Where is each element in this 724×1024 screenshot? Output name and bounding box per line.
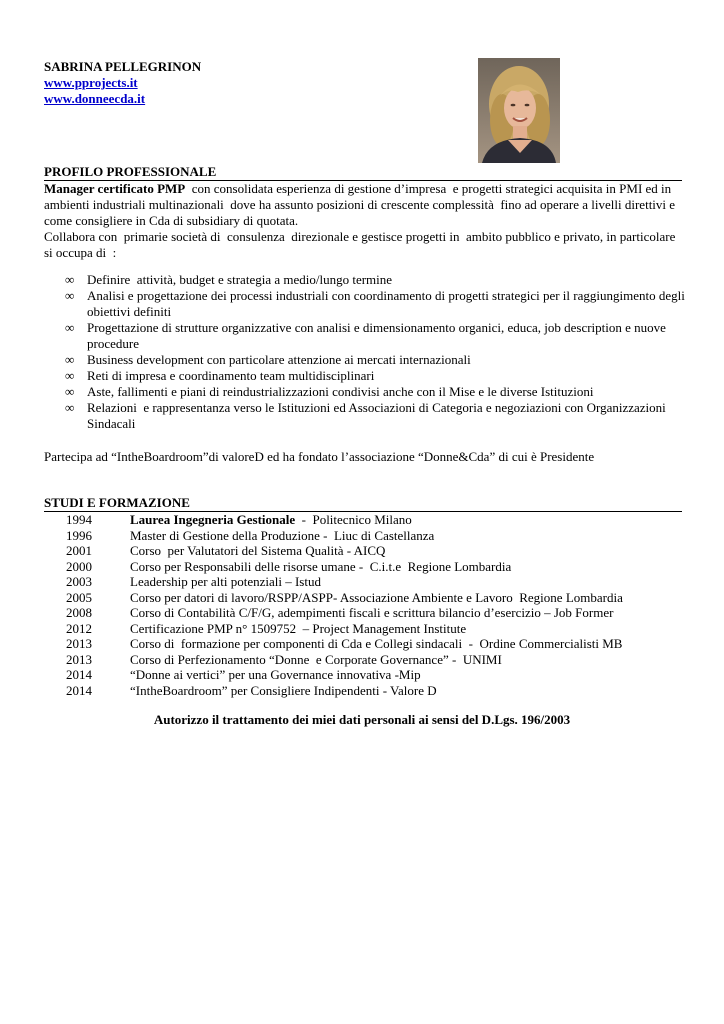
profile-text [44,181,686,261]
education-description: “IntheBoardroom” per Consigliere Indipendenti - Valore D [130,682,437,698]
table-row [44,528,684,544]
education-list [44,512,684,698]
list-item-text: Relazioni e rappresentanza verso le Istituzioni ed Associazioni di Categoria e negoziazioni con Organizzazioni Sindacali [87,400,670,431]
website-link-donneecda[interactable]: www.donneecda.it [44,91,146,106]
profile-lead-bold: Manager certificato PMP [44,181,186,196]
website-link-pprojects[interactable]: www.pprojects.it [44,75,138,90]
list-item-text: Progettazione di strutture organizzative con analisi e dimensionamento organici, educa, job description e nuove procedure [87,320,670,351]
table-row [44,683,684,699]
education-description: Corso di Contabilità C/F/G, adempimenti fiscali e scrittura bilancio d’esercizio – Job Former [130,605,614,620]
profile-lead-rest: con consolidata esperienza di gestione d’impresa e progetti strategici acquisita in PMI ed in ambienti industriali multinazionali dove ha assunto posizioni di crescente complessità fino ad operare a livelli direttivi e come consigliere in Cda di subsidiary di quotata. [44,181,679,228]
list-item [44,400,686,432]
education-description: Master di Gestione della Produzione - Liuc di Castellanza [130,527,435,543]
list-item [44,288,689,320]
infinity-bullet-icon: ∞ [65,384,75,399]
table-row [44,667,684,683]
infinity-bullet-icon: ∞ [65,368,75,383]
education-year: 1996 [66,527,92,543]
education-section-title: STUDI E FORMAZIONE [44,495,682,512]
education-year: 2012 [66,620,92,636]
table-row [44,574,684,590]
list-item-text: Analisi e progettazione dei processi industriali con coordinamento di progetti strategici per il raggiungimento degli obiettivi definiti [87,288,689,319]
education-year: 1994 [66,512,92,527]
education-description: Corso per datori di lavoro/RSPP/ASPP- Associazione Ambiente e Lavoro Regione Lombardia [130,589,623,605]
list-item-text: Reti di impresa e coordinamento team multidisciplinari [87,368,375,383]
associations-paragraph: Partecipa ad “IntheBoardroom”di valoreD ed ha fondato l’associazione “Donne&Cda” di cui è Presidente [44,449,595,464]
education-description: Corso di Perfezionamento “Donne e Corporate Governance” - UNIMI [130,651,502,667]
education-year: 2014 [66,682,92,698]
profile-section-title: PROFILO PROFESSIONALE [44,164,682,181]
list-item-text: Business development con particolare attenzione ai mercati internazionali [87,352,471,367]
education-description: “Donne ai vertici” per una Governance innovativa -Mip [130,667,421,682]
profile-intro [44,181,686,229]
infinity-bullet-icon: ∞ [65,288,75,303]
infinity-bullet-icon: ∞ [65,272,75,287]
person-name: SABRINA PELLEGRINON [44,59,202,74]
education-year: 2000 [66,558,92,574]
list-item [44,384,686,400]
table-row [44,636,684,652]
privacy-consent-note: Autorizzo il trattamento dei miei dati personali ai sensi del D.Lgs. 196/2003 [153,712,571,727]
education-year: 2003 [66,574,92,589]
education-description: Corso di formazione per componenti di Cda e Collegi sindacali - Ordine Commercialisti MB [130,636,623,651]
table-row [44,512,684,528]
activities-list [44,272,689,432]
table-row [44,590,684,606]
profile-photo [478,58,560,163]
table-row [44,559,684,575]
education-description: Corso per Responsabili delle risorse umane - C.i.t.e Regione Lombardia [130,558,512,574]
education-year: 2014 [66,667,92,682]
infinity-bullet-icon: ∞ [65,320,75,335]
list-item [44,368,686,384]
education-institution: - Politecnico Milano [295,512,412,527]
list-item-text: Definire attività, budget e strategia a medio/lungo termine [87,272,393,287]
list-item [44,352,686,368]
education-description [130,512,412,528]
table-row [44,543,684,559]
list-item [44,272,686,288]
list-item-text: Aste, fallimenti e piani di reindustrializzazioni condivisi anche con il Mise e le diverse Istituzioni [87,384,594,399]
infinity-bullet-icon: ∞ [65,400,75,415]
table-row [44,621,684,637]
table-row [44,605,684,621]
education-year: 2013 [66,651,92,667]
education-year: 2008 [66,605,92,620]
education-degree-bold: Laurea Ingegneria Gestionale [130,512,296,527]
education-description: Corso per Valutatori del Sistema Qualità - AICQ [130,543,386,558]
education-description: Certificazione PMP n° 1509752 – Project Management Institute [130,620,467,636]
education-year: 2001 [66,543,92,558]
infinity-bullet-icon: ∞ [65,352,75,367]
education-year: 2005 [66,589,92,605]
education-description: Leadership per alti potenziali – Istud [130,574,321,589]
profile-collaboration: Collabora con primarie società di consulenza direzionale e gestisce progetti in ambito pubblico e privato, in particolare si occupa di : [44,229,679,260]
list-item [44,320,686,352]
education-year: 2013 [66,636,92,651]
table-row [44,652,684,668]
